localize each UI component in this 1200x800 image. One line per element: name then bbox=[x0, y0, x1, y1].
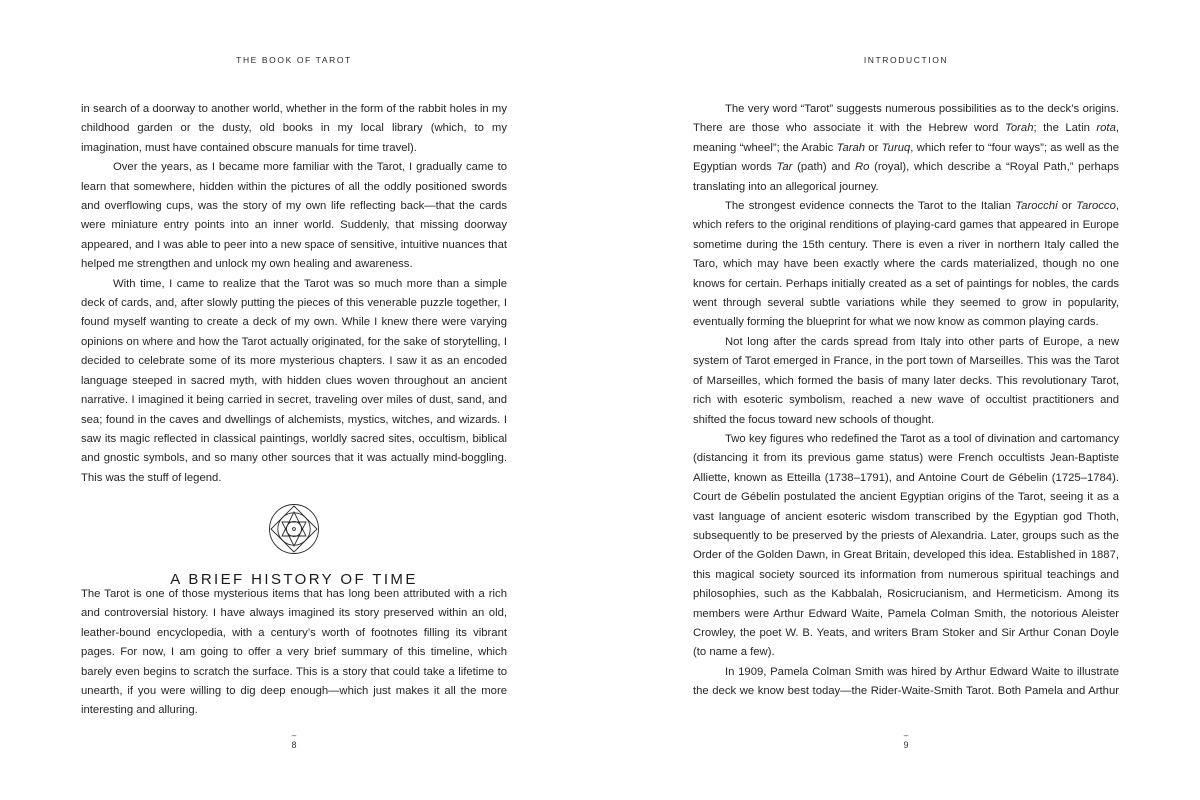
page-number: 9 bbox=[903, 740, 909, 750]
left-body-text bbox=[81, 100, 507, 488]
section-heading: A BRIEF HISTORY OF TIME bbox=[170, 571, 418, 589]
paragraph: The very word “Tarot” suggests numerous possibilities as to the deck’s origins. There are those who associate it with the Hebrew word Torah; the Latin rota, meaning “wheel”; the Arabic Tarah or Turuq, which refer to “four ways”; as well as the Egyptian words Tar (path) and Ro (royal), which describe a “Royal Path,” perhaps translating into an allegorical journey. bbox=[693, 103, 1120, 193]
paragraph: Not long after the cards spread from Italy into other parts of Europe, a new system of Tarot emerged in France, in the port town of Marseilles. This was the Tarot of Marseilles, which formed the basis of many later decks. This revolutionary Tarot, rich with esoteric symbolism, reached a new wave of occultist practitioners and shifted the focus toward new schools of thought. bbox=[693, 335, 1119, 426]
section-body-text bbox=[81, 585, 507, 721]
paragraph: In 1909, Pamela Colman Smith was hired by Arthur Edward Waite to illustrate the deck we know best today—the Rider-Waite-Smith Tarot. Both Pamela and Arthur bbox=[693, 665, 1119, 698]
page-number-left bbox=[279, 732, 309, 750]
right-page bbox=[600, 0, 1200, 800]
folio-dash: – bbox=[291, 731, 297, 740]
paragraph: The strongest evidence connects the Tarot to the Italian Tarocchi or Tarocco, which refers to the original renditions of playing-card games that appeared in Europe sometime during the 15th century. There is even a river in northern Italy called the Taro, which may have been exactly where the cards materialized, though no one knows for certain. Perhaps initially created as a set of paintings for nobles, the cards went through several subtle variations while they seemed to grow in popularity, eventually forming the blueprint for what we now know as common playing cards. bbox=[693, 200, 1119, 329]
paragraph: Two key figures who redefined the Tarot as a tool of divination and cartomancy (distancing it from its previous game status) were French occultists Jean-Baptiste Alliette, known as Etteilla (1738–1791), and Antoine Court de Gébelin (1725–1784). Court de Gébelin postulated the ancient Egyptian origins of the Tarot, seeing it as a vast language of ancient esoteric wisdom transcribed by the Egyptian god Thoth, subsequently to be preserved by the priests of Alexandria. Later, groups such as the Order of the Golden Dawn, in Great Britain, developed this idea. Established in 1887, this magical society sourced its information from numerous spiritual teachings and philosophies, such as the Kabbalah, Rosicrucianism, and Hermeticism. Among its members were Arthur Edward Waite, Pamela Colman Smith, the notorious Aleister Crowley, the poet W. B. Yeats, and writers Bram Stoker and Sir Arthur Conan Doyle (to name a few). bbox=[693, 432, 1119, 659]
page-number-right bbox=[891, 732, 921, 750]
paragraph: in search of a doorway to another world, whether in the form of the rabbit holes in my childhood garden or the dusty, old books in my local library (which, to my imagination, must have contained obscure manuals for time travel). bbox=[81, 103, 507, 154]
folio-dash: – bbox=[903, 731, 909, 740]
paragraph: The Tarot is one of those mysterious items that has long been attributed with a rich and controversial history. I have always imagined its story preserved within an old, leather-bound encyclopedia, with a century’s worth of footnotes filling its vibrant pages. For now, I am going to offer a very brief summary of this timeline, which barely even begins to scratch the surface. This is a story that could take a lifetime to unearth, if you were willing to dig deep enough—which just makes it all the more interesting and alluring. bbox=[81, 588, 507, 717]
right-body-text bbox=[693, 100, 1119, 702]
running-head-book-title: THE BOOK OF TAROT bbox=[236, 55, 352, 65]
paragraph: With time, I came to realize that the Tarot was so much more than a simple deck of cards, and, after slowly putting the pieces of this venerable puzzle together, I found myself wanting to create a deck of my own. While I knew there were varying opinions on where and how the Tarot actually originated, for the sake of storytelling, I decided to celebrate some of its more mysterious chapters. I saw it as an encoded language steeped in sacred myth, with hidden clues woven throughout an ancient narrative. I imagined it being carried in secret, traveling over miles of dust, sand, and sea; found in the caves and dwellings of alchemists, mystics, witches, and wizards. I saw its magic reflected in classical paintings, worldly sacred sites, occultism, biblical and gnostic symbols, and so many other sources that it was actually mind-boggling. This was the stuff of legend. bbox=[81, 277, 507, 484]
page-number: 8 bbox=[291, 740, 297, 750]
running-head-chapter-title: INTRODUCTION bbox=[863, 55, 949, 65]
sacred-geometry-icon bbox=[268, 503, 320, 555]
paragraph: Over the years, as I became more familiar with the Tarot, I gradually came to learn that somewhere, hidden within the pictures of all the oddly positioned swords and overflowing cups, was the story of my own life reflecting back—that the cards were miniature entry points into an inner world. Suddenly, that missing doorway appeared, and I was able to peer into a new space of sensitive, intuitive nuances that helped me strengthen and unlock my own healing and awareness. bbox=[81, 161, 507, 271]
